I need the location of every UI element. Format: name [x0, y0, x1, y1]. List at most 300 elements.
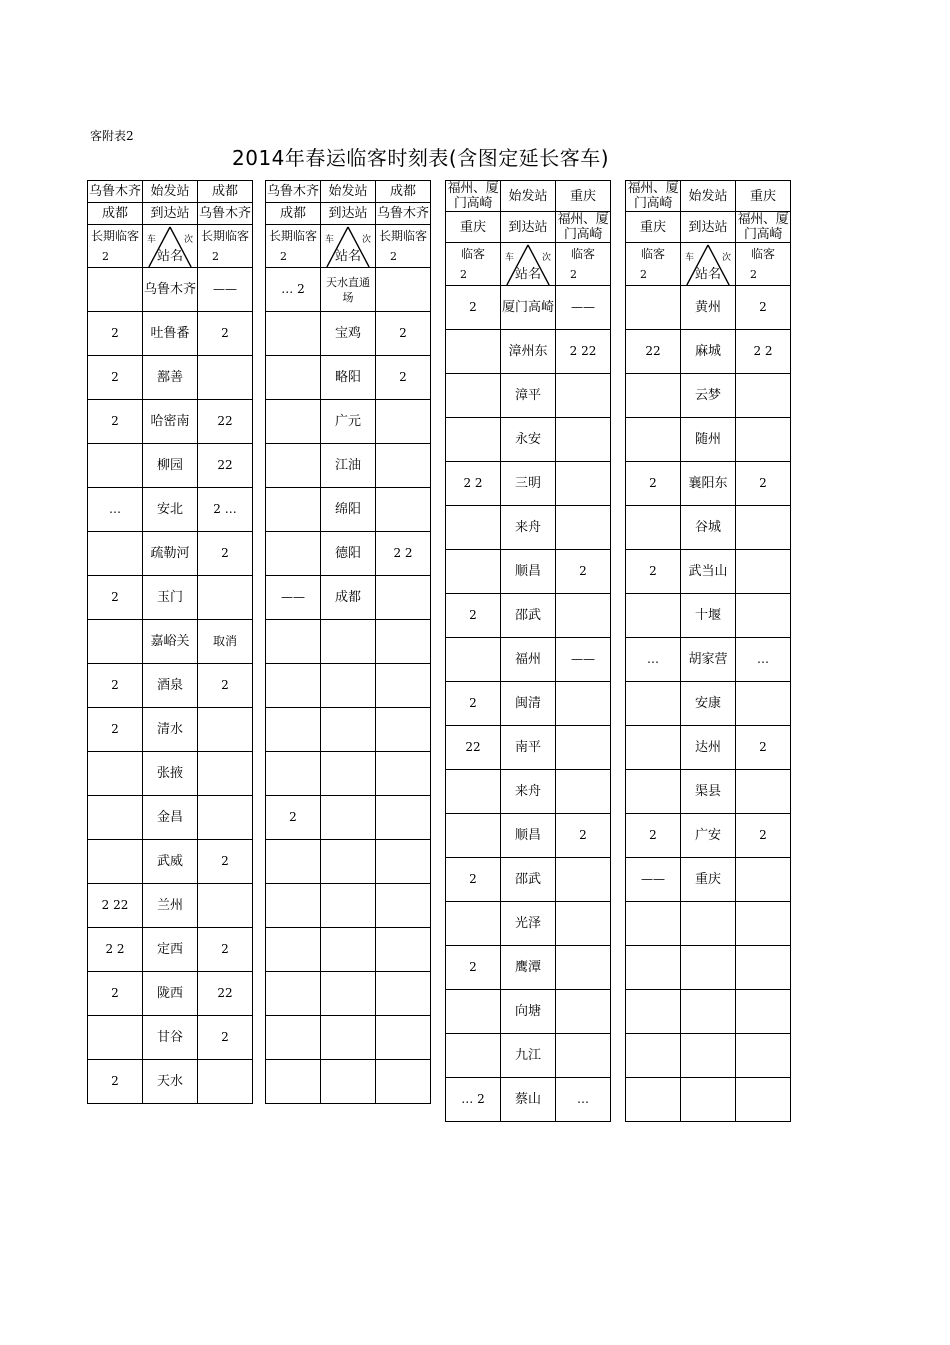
right-time-cell [376, 1016, 431, 1060]
right-time-cell: 2 [198, 928, 253, 972]
table-row [446, 462, 611, 506]
station-name [321, 1060, 376, 1104]
right-time-cell [376, 840, 431, 884]
right-time-cell: —— [556, 286, 611, 330]
station-name: 武当山 [681, 550, 736, 594]
table-row [626, 286, 791, 330]
left-time-cell [446, 374, 501, 418]
left-time-cell: 2 [626, 550, 681, 594]
station-header: 车 次 站名 [321, 225, 376, 268]
table-row [266, 928, 431, 972]
station-name: 漳平 [501, 374, 556, 418]
right-time-cell: 2 [198, 532, 253, 576]
right-time-cell [556, 374, 611, 418]
table-row [626, 682, 791, 726]
right-time-cell: 22 [198, 400, 253, 444]
station-name [321, 708, 376, 752]
station-name: 福州 [501, 638, 556, 682]
end-label: 到达站 [681, 212, 736, 243]
start-label: 始发站 [681, 181, 736, 212]
station-name: 向塘 [501, 990, 556, 1034]
table-row [626, 1034, 791, 1078]
station-name: 来舟 [501, 770, 556, 814]
left-time-cell: 2 [88, 312, 143, 356]
station-name: 宝鸡 [321, 312, 376, 356]
station-name: 安北 [143, 488, 198, 532]
table-row [266, 972, 431, 1016]
table-row [446, 330, 611, 374]
station-name: 渠县 [681, 770, 736, 814]
right-time-cell [198, 708, 253, 752]
station-name [321, 796, 376, 840]
right-time-cell [198, 796, 253, 840]
station-name: 随州 [681, 418, 736, 462]
table-row [626, 1078, 791, 1122]
table-row [446, 506, 611, 550]
left-time-cell [626, 682, 681, 726]
table-row [88, 488, 253, 532]
table-row [88, 444, 253, 488]
right-time-cell [556, 946, 611, 990]
right-time-cell [736, 990, 791, 1034]
table-row [266, 708, 431, 752]
station-name: 鄯善 [143, 356, 198, 400]
right-time-cell: 2 [736, 726, 791, 770]
left-time-cell: 2 [88, 356, 143, 400]
right-time-cell: 2 22 [556, 330, 611, 374]
left-train-type: 临客 2 [626, 243, 681, 286]
station-name [321, 620, 376, 664]
left-time-cell [266, 884, 321, 928]
station-name: 略阳 [321, 356, 376, 400]
end-station: 成都 [266, 203, 321, 225]
table-row [626, 550, 791, 594]
left-time-cell [446, 814, 501, 858]
left-time-cell: 2 22 [88, 884, 143, 928]
right-time-cell [198, 1060, 253, 1104]
start-station: 乌鲁木齐 [88, 181, 143, 203]
start-value: 成都 [376, 181, 431, 203]
table-row [626, 946, 791, 990]
left-time-cell [266, 840, 321, 884]
station-name [321, 664, 376, 708]
end-station: 重庆 [446, 212, 501, 243]
left-time-cell: 2 [446, 946, 501, 990]
station-name [681, 990, 736, 1034]
right-time-cell [198, 576, 253, 620]
station-name: 天水直通场 [321, 268, 376, 312]
left-time-cell [446, 902, 501, 946]
table-row [626, 726, 791, 770]
start-value: 重庆 [736, 181, 791, 212]
left-time-cell [266, 1016, 321, 1060]
left-train-type: 长期临客 2 [266, 225, 321, 268]
right-train-type: 临客 2 [736, 243, 791, 286]
right-time-cell: 2 … [198, 488, 253, 532]
station-name: 定西 [143, 928, 198, 972]
station-name: 永安 [501, 418, 556, 462]
right-time-cell [556, 418, 611, 462]
right-time-cell: 2 [736, 814, 791, 858]
right-train-type: 临客 2 [556, 243, 611, 286]
station-name: 陇西 [143, 972, 198, 1016]
table-row [88, 708, 253, 752]
right-time-cell [376, 576, 431, 620]
right-time-cell [198, 752, 253, 796]
end-value: 乌鲁木齐 [376, 203, 431, 225]
timetable-3 [445, 180, 611, 1122]
right-time-cell [376, 400, 431, 444]
right-time-cell [736, 770, 791, 814]
table-row [266, 532, 431, 576]
table-row [88, 312, 253, 356]
right-time-cell [376, 488, 431, 532]
left-time-cell [626, 286, 681, 330]
station-name: 顺昌 [501, 550, 556, 594]
left-time-cell [266, 356, 321, 400]
station-name: 成都 [321, 576, 376, 620]
table-row [446, 990, 611, 1034]
left-time-cell [626, 506, 681, 550]
left-time-cell: 2 [626, 462, 681, 506]
left-time-cell [88, 532, 143, 576]
table-row [626, 462, 791, 506]
left-time-cell [626, 418, 681, 462]
left-time-cell [88, 1016, 143, 1060]
start-station: 福州、厦门高崎 [626, 181, 681, 212]
left-time-cell [626, 594, 681, 638]
station-name: 胡家营 [681, 638, 736, 682]
right-time-cell [376, 752, 431, 796]
station-name [321, 840, 376, 884]
left-time-cell [266, 928, 321, 972]
station-name [321, 884, 376, 928]
left-time-cell [626, 1078, 681, 1122]
start-value: 重庆 [556, 181, 611, 212]
station-name [321, 1016, 376, 1060]
right-time-cell [556, 770, 611, 814]
table-row [446, 374, 611, 418]
station-name: 兰州 [143, 884, 198, 928]
left-time-cell: 2 [88, 664, 143, 708]
station-name: 张掖 [143, 752, 198, 796]
right-time-cell [376, 884, 431, 928]
end-label: 到达站 [321, 203, 376, 225]
left-time-cell: … [626, 638, 681, 682]
right-time-cell: 2 [376, 312, 431, 356]
end-label: 到达站 [501, 212, 556, 243]
table-row [88, 1016, 253, 1060]
left-time-cell [266, 488, 321, 532]
station-name: 酒泉 [143, 664, 198, 708]
station-name: 柳园 [143, 444, 198, 488]
table-row [88, 884, 253, 928]
start-label: 始发站 [501, 181, 556, 212]
table-row [266, 576, 431, 620]
station-name: 闽清 [501, 682, 556, 726]
left-time-cell: 2 2 [446, 462, 501, 506]
station-name: 甘谷 [143, 1016, 198, 1060]
left-time-cell: 2 [88, 708, 143, 752]
station-name [321, 752, 376, 796]
left-time-cell [88, 752, 143, 796]
station-header: 车 次 站名 [143, 225, 198, 268]
right-time-cell [736, 594, 791, 638]
table-row [266, 664, 431, 708]
start-station: 福州、厦门高崎 [446, 181, 501, 212]
table-row [88, 1060, 253, 1104]
table-row [88, 752, 253, 796]
left-time-cell [446, 990, 501, 1034]
station-name: 鹰潭 [501, 946, 556, 990]
end-station: 成都 [88, 203, 143, 225]
station-name: 绵阳 [321, 488, 376, 532]
left-time-cell: … [88, 488, 143, 532]
station-name: 乌鲁木齐 [143, 268, 198, 312]
end-value: 福州、厦门高崎 [736, 212, 791, 243]
right-time-cell [376, 1060, 431, 1104]
right-time-cell: 2 [556, 550, 611, 594]
table-row [446, 902, 611, 946]
station-name: 漳州东 [501, 330, 556, 374]
right-time-cell: —— [198, 268, 253, 312]
left-time-cell [446, 550, 501, 594]
right-time-cell [736, 858, 791, 902]
table-row [446, 858, 611, 902]
table-row [88, 620, 253, 664]
right-time-cell [556, 858, 611, 902]
right-time-cell: 2 [198, 664, 253, 708]
table-row [446, 418, 611, 462]
right-time-cell [198, 356, 253, 400]
table-row [266, 312, 431, 356]
station-name: 顺昌 [501, 814, 556, 858]
table-row [446, 1034, 611, 1078]
table-row [446, 550, 611, 594]
table-row [626, 814, 791, 858]
start-label: 始发站 [143, 181, 198, 203]
left-time-cell: 2 [88, 972, 143, 1016]
left-time-cell [88, 268, 143, 312]
left-time-cell [88, 444, 143, 488]
right-time-cell [376, 928, 431, 972]
right-time-cell: 22 [198, 444, 253, 488]
station-name [681, 1078, 736, 1122]
right-time-cell [376, 664, 431, 708]
station-name: 清水 [143, 708, 198, 752]
station-name: 江油 [321, 444, 376, 488]
station-name: 光泽 [501, 902, 556, 946]
table-row [266, 268, 431, 312]
end-value: 福州、厦门高崎 [556, 212, 611, 243]
right-time-cell [556, 902, 611, 946]
timetable-4 [625, 180, 791, 1122]
right-time-cell [556, 594, 611, 638]
start-label: 始发站 [321, 181, 376, 203]
left-time-cell: 2 [446, 682, 501, 726]
right-train-type: 长期临客 2 [198, 225, 253, 268]
table-row [88, 840, 253, 884]
table-row [266, 796, 431, 840]
station-name: 十堰 [681, 594, 736, 638]
station-name: 云梦 [681, 374, 736, 418]
station-name: 厦门高崎 [501, 286, 556, 330]
right-time-cell [376, 796, 431, 840]
table-row [88, 400, 253, 444]
station-name [681, 946, 736, 990]
table-row [88, 532, 253, 576]
left-train-type: 长期临客 2 [88, 225, 143, 268]
right-time-cell [736, 946, 791, 990]
left-time-cell [446, 330, 501, 374]
left-time-cell [266, 444, 321, 488]
table-row [626, 506, 791, 550]
table-row [266, 1060, 431, 1104]
station-name: 邵武 [501, 858, 556, 902]
station-name: 南平 [501, 726, 556, 770]
station-name: 谷城 [681, 506, 736, 550]
station-name: 九江 [501, 1034, 556, 1078]
right-time-cell: 2 [556, 814, 611, 858]
left-time-cell [626, 1034, 681, 1078]
right-time-cell [736, 682, 791, 726]
table-row [446, 682, 611, 726]
station-header: 车 次 站名 [501, 243, 556, 286]
right-time-cell [376, 268, 431, 312]
left-time-cell [626, 726, 681, 770]
station-name: 麻城 [681, 330, 736, 374]
left-time-cell [88, 840, 143, 884]
left-time-cell [626, 946, 681, 990]
table-row [626, 418, 791, 462]
right-time-cell: 2 [198, 312, 253, 356]
table-row [88, 356, 253, 400]
table-row [266, 1016, 431, 1060]
station-header: 车 次 站名 [681, 243, 736, 286]
right-time-cell [736, 1078, 791, 1122]
left-time-cell: —— [266, 576, 321, 620]
left-time-cell: 2 [446, 594, 501, 638]
left-time-cell [446, 770, 501, 814]
table-row [266, 620, 431, 664]
right-time-cell [376, 620, 431, 664]
table-row [626, 770, 791, 814]
right-time-cell: 2 [198, 1016, 253, 1060]
station-name: 嘉峪关 [143, 620, 198, 664]
station-name: 广安 [681, 814, 736, 858]
table-row [446, 946, 611, 990]
end-station: 重庆 [626, 212, 681, 243]
right-time-cell: 2 [736, 286, 791, 330]
station-name: 金昌 [143, 796, 198, 840]
table-row [266, 444, 431, 488]
right-time-cell: —— [556, 638, 611, 682]
left-time-cell [266, 400, 321, 444]
right-time-cell: 取消 [198, 620, 253, 664]
station-name: 安康 [681, 682, 736, 726]
right-time-cell: 2 [376, 356, 431, 400]
end-label: 到达站 [143, 203, 198, 225]
left-time-cell: … 2 [266, 268, 321, 312]
left-time-cell [266, 312, 321, 356]
start-station: 乌鲁木齐 [266, 181, 321, 203]
left-time-cell [446, 1034, 501, 1078]
left-time-cell: 2 [88, 1060, 143, 1104]
appendix-label: 客附表2 [90, 129, 134, 143]
right-time-cell [556, 506, 611, 550]
station-name [321, 972, 376, 1016]
table-row [626, 638, 791, 682]
left-time-cell: 22 [446, 726, 501, 770]
station-name: 武威 [143, 840, 198, 884]
station-name: 吐鲁番 [143, 312, 198, 356]
station-name: 广元 [321, 400, 376, 444]
table-row [446, 814, 611, 858]
station-name: 达州 [681, 726, 736, 770]
right-time-cell [736, 1034, 791, 1078]
right-time-cell [556, 462, 611, 506]
station-name: 三明 [501, 462, 556, 506]
table-row [446, 638, 611, 682]
table-row [626, 594, 791, 638]
left-time-cell: 2 [88, 576, 143, 620]
right-time-cell: … [736, 638, 791, 682]
station-name: 哈密南 [143, 400, 198, 444]
table-row [626, 330, 791, 374]
left-time-cell: 22 [626, 330, 681, 374]
station-name: 黄州 [681, 286, 736, 330]
left-time-cell [446, 506, 501, 550]
left-time-cell [266, 752, 321, 796]
station-name [681, 1034, 736, 1078]
right-time-cell [556, 990, 611, 1034]
right-time-cell: 2 [736, 462, 791, 506]
right-train-type: 长期临客 2 [376, 225, 431, 268]
right-time-cell [556, 726, 611, 770]
station-name: 玉门 [143, 576, 198, 620]
table-row [446, 594, 611, 638]
station-name: 蔡山 [501, 1078, 556, 1122]
right-time-cell [376, 444, 431, 488]
left-time-cell [626, 770, 681, 814]
table-row [626, 374, 791, 418]
left-time-cell [446, 418, 501, 462]
table-row [88, 972, 253, 1016]
right-time-cell [376, 972, 431, 1016]
right-time-cell [556, 682, 611, 726]
left-time-cell [88, 620, 143, 664]
station-name: 德阳 [321, 532, 376, 576]
table-row [88, 268, 253, 312]
left-time-cell: —— [626, 858, 681, 902]
left-time-cell: 2 [446, 286, 501, 330]
station-name [321, 928, 376, 972]
left-time-cell: 2 [626, 814, 681, 858]
right-time-cell: 2 2 [376, 532, 431, 576]
left-time-cell [626, 374, 681, 418]
left-time-cell [266, 664, 321, 708]
station-name [681, 902, 736, 946]
table-row [266, 884, 431, 928]
right-time-cell [736, 550, 791, 594]
table-row [446, 726, 611, 770]
station-name: 邵武 [501, 594, 556, 638]
table-row [266, 752, 431, 796]
left-time-cell: 2 [88, 400, 143, 444]
station-name: 天水 [143, 1060, 198, 1104]
right-time-cell: … [556, 1078, 611, 1122]
left-time-cell: 2 2 [88, 928, 143, 972]
